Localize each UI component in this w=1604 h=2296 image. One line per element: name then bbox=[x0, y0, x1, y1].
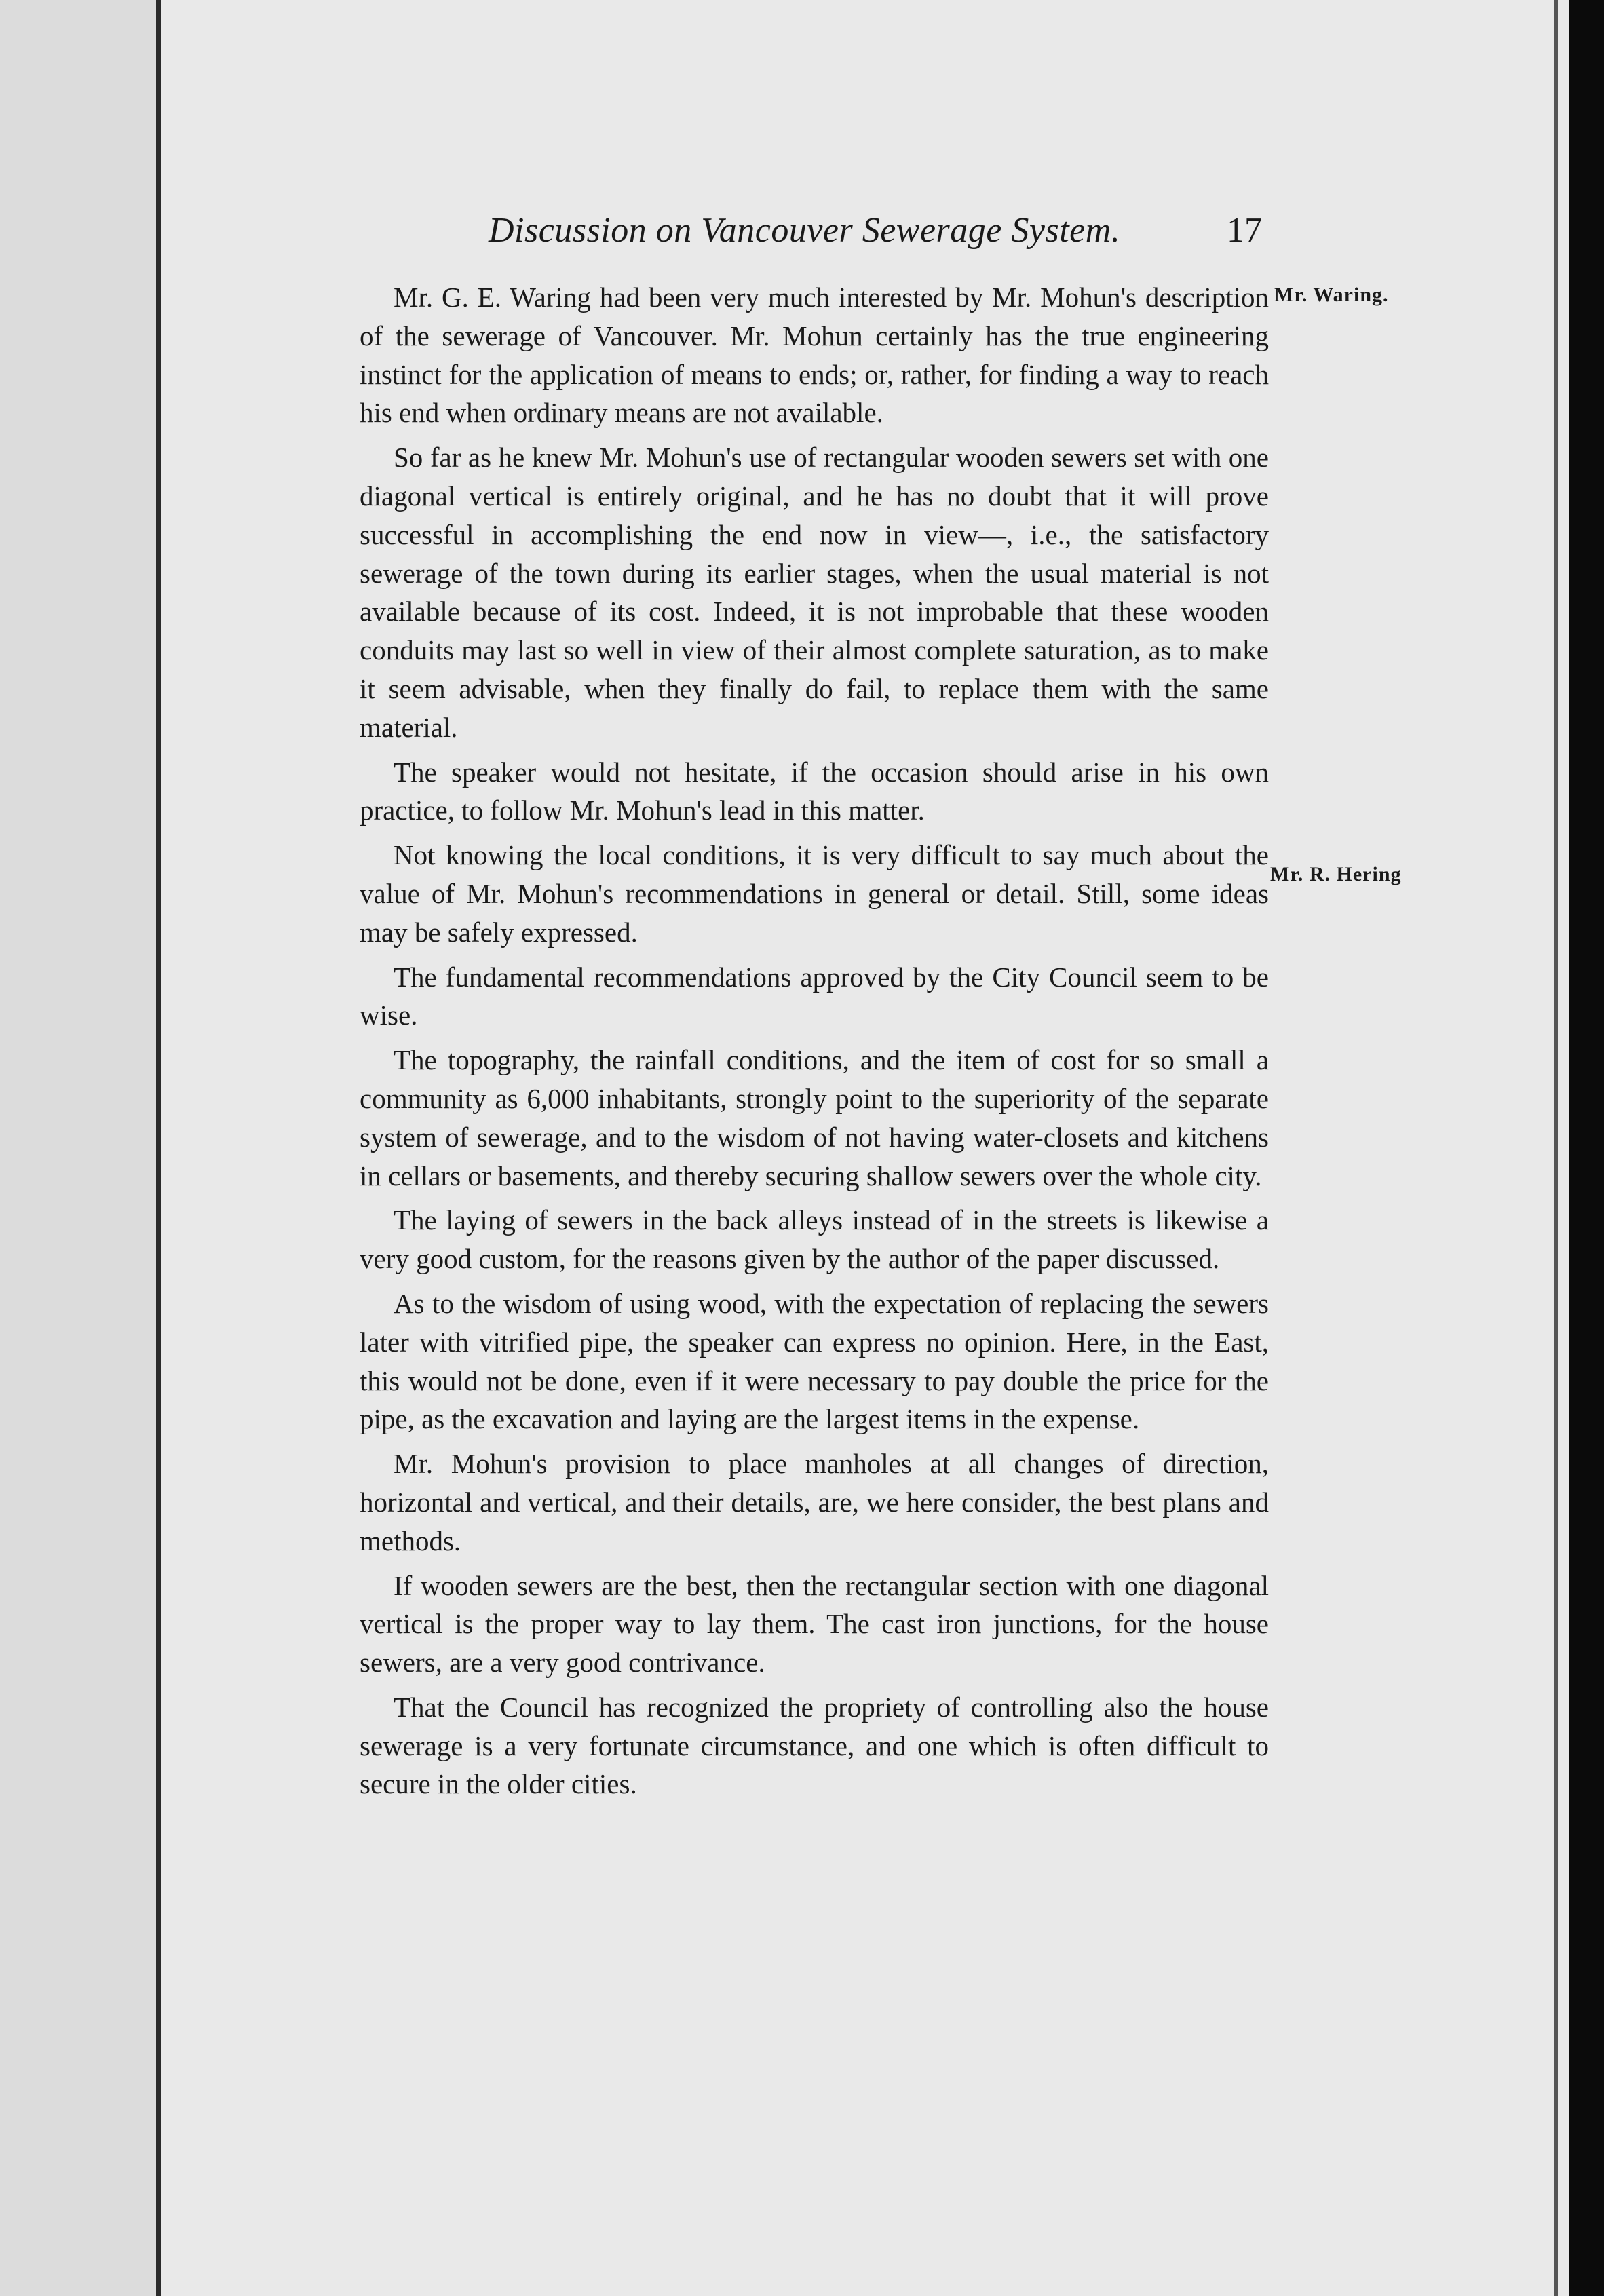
paragraph: Mr. Mohun's provision to place manholes at all changes of direction, horizontal and vertical, and their details, are, we here consider, the best plans and methods. bbox=[360, 1448, 1269, 1556]
paragraph: The speaker would not hesitate, if the occasion should arise in his own practice, to follow Mr. Mohun's lead in this matter. bbox=[360, 756, 1269, 826]
paragraph: As to the wisdom of using wood, with the expectation of replacing the sewers later with vitrified pipe, the speaker can express no opinion. Here, in the East, this would not be done, even if it were necessary to pay double the price for the pipe, as the excavation and laying are the largest items in the expense. bbox=[360, 1287, 1269, 1435]
margin-note-waring: Mr. Waring. bbox=[1274, 284, 1389, 306]
margin-note-hering: Mr. R. Hering bbox=[1270, 863, 1402, 885]
paragraph: Mr. G. E. Waring had been very much interested by Mr. Mohun's description of the sewerage of Vancouver. Mr. Mohun certainly has the true engineering instinct for the application of means to ends; or, rather, for finding a way to reach his end when ordinary means are not available. bbox=[360, 282, 1269, 429]
paragraph: So far as he knew Mr. Mohun's use of rectangular wooden sewers set with one diagonal vertical is entirely original, and he has no doubt that it will prove successful in accomplishing the end now in view—, i.e., the satisfactory sewerage of the town during its earlier stages, when the usual material is not available because of its cost. Indeed, it is not improbable that these wooden conduits may last so well in view of their almost complete saturation, as to make it seem advisable, when they finally do fail, to replace them with the same material. bbox=[360, 442, 1269, 743]
paragraph: The laying of sewers in the back alleys instead of in the streets is likewise a very good custom, for the reasons given by the author of the paper discussed. bbox=[360, 1204, 1269, 1275]
paragraph: Not knowing the local conditions, it is very difficult to say much about the value of Mr. Mohun's recommendations in general or detail. Still, some ideas may be safely expressed. bbox=[360, 839, 1269, 948]
page-number: 17 bbox=[1227, 211, 1262, 250]
paragraph: The topography, the rainfall conditions, and the item of cost for so small a community as 6,000 inhabitants, strongly point to the superiority of the separate system of sewerage, and to the wisdom of not having water-closets and kitchens in cellars or basements, and thereby securing shallow sewers over the whole city. bbox=[360, 1044, 1269, 1191]
facing-page-edge bbox=[0, 0, 156, 2296]
page-edge-line bbox=[1554, 0, 1558, 2296]
scan-border bbox=[1569, 0, 1604, 2296]
running-title: Discussion on Vancouver Sewerage System. bbox=[489, 211, 1121, 250]
body-text bbox=[360, 278, 1269, 1810]
paragraph: The fundamental recommendations approved by the City Council seem to be wise. bbox=[360, 961, 1269, 1031]
page-header bbox=[489, 210, 1262, 265]
paragraph: If wooden sewers are the best, then the rectangular section with one diagonal vertical is the proper way to lay them. The cast iron junctions, for the house sewers, are a very good contrivance. bbox=[360, 1569, 1269, 1679]
paragraph: That the Council has recognized the propriety of controlling also the house sewerage is a very fortunate circumstance, and one which is often difficult to secure in the older cities. bbox=[360, 1691, 1269, 1800]
book-gutter bbox=[156, 0, 161, 2296]
